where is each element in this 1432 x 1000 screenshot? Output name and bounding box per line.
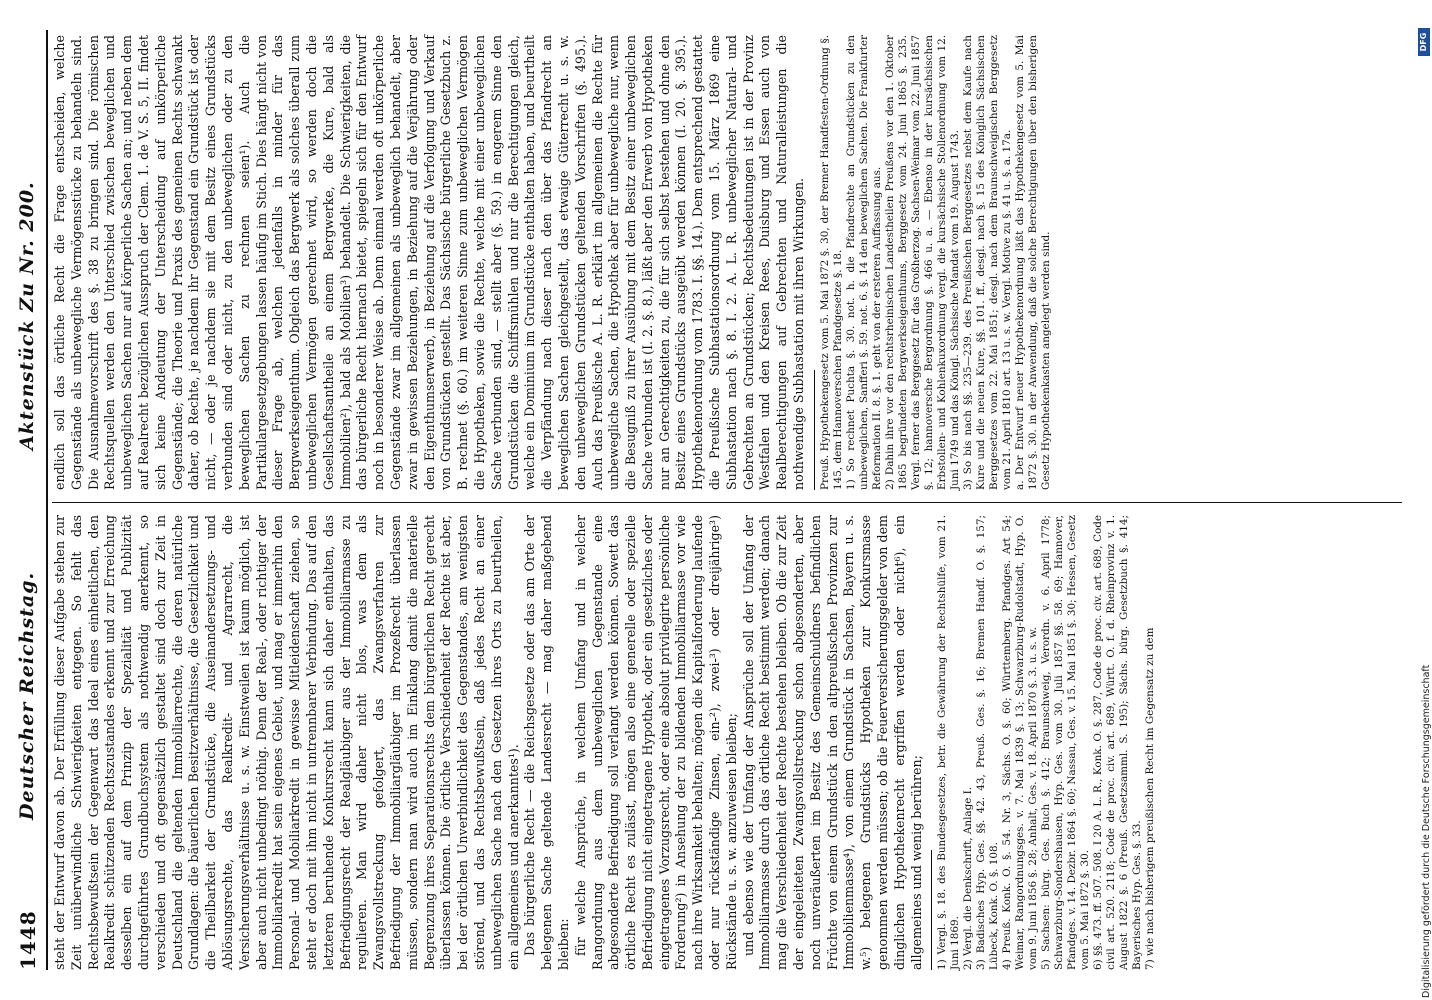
footnote-rule — [931, 850, 932, 970]
footnote: 5) Sachsen: bürg. Ges. Buch §. 412; Braunschweig, Verordn. v. 6. April 1778; Schwarzburg-Sondershausen, Hyp. Ges. vom 30. Juli 1857 §§. 58. 69; Hannover, Pfandges. v. 14. Dezbr. 1864 §. 60; Nassau, Ges. v. 15. Mai 1851 §. 30; Hessen, Gesetz vom 5. Mai 1872 §. 30. — [1040, 515, 1092, 970]
paragraph: für welche Ansprüche, in welchem Umfang und in welcher Rangordnung aus dem unbeweglichen Gegenstande eine abgesonderte Befriedigung soll verlangt werden können. Sowett das örtliche Recht es zulässt, mögen also eine generelle oder spezielle Befriedigung nicht eingetragene Hypothek, oder ein gesetzliches oder eingetragenes Vorzugsrecht, oder eine absolut privilegirte persönliche Forderung²) in Ansehung der zu bildenden Immobiliarmasse vor wie nach ihre Wirksamkeit behalten; mögen die Kapitalforderung laufende oder nur rückständige Zinsen, ein-²), zwei-³) oder dreijährige³) Rückstände u. s. w. anzuweisen bleiben; — [572, 515, 739, 970]
paragraph: steht der Entwurf davon ab. Der Erfüllung dieser Aufgabe stehen zur Zeit unüberwindliche Schwierigkeiten entgegen. So fehlt das Rechtsbewußtsein der Gegenwart das Ideal eines einheitlichen, den Realkredit schützenden Rechtszustandes erkennt und zur Erreichung desselben ein auf dem Prinzip der Spezialität und Publizität durchgeführtes Grundbuchsystem als nothwendig anerkennt, so verschieden und oft gegensätzlich gestaltet sind doch zur Zeit in Deutschland die geltenden Immobiliarrechte, die deren natürliche Grundlagen: die bäuerlichen Besitzverhältnisse, die Gesetzlichkeit und die Theilbarkeit der Grundstücke, die Auseinandersetzungs- und Ablösungsrechte, das Realkredit- und Agrarrecht, die Versicherungsverhältnisse u. s. w. Einstweilen ist kaum möglich, ist aber auch nicht unbedingt nöthig. Denn der Real-, oder richtiger der Immobiliarkredit hat sein eigenes Gebiet, und mag er immerhin den Personal- und Mobiliarkredit in gewisse Mitleidenschaft ziehen, so steht er doch mit ihm nicht in untrennbarer Verbindung. Das auf den letzteren beruhende Konkursrecht kann sich daher enthalten, das Befriedigungsrecht der Realgläubiger aus der Immobiliarmasse zu regulieren. Man wird daher nicht blos, was dem als Zwangsvollstreckung gefolgert, das Zwangsverfahren zur Befriedigung der Immobiliargläubiger im Prozeßrecht überlassen müssen, sondern man wird auch im Einklang damit die materielle Begrenzung ihres Separationsrechts dem bürgerlichen Recht gerecht überlassen können. Die örtliche Verschiedenheit der Rechte ist aber, bei der örtlichen Unverbindlichkeit des Gegenstandes, am wenigsten störend, und das Rechtsbewußtsein, daß jedes Recht an einer unbeweglichen Sache nach den Gesetzen ihres Orts zu beurtheilen, ein allgemeines und anerkanntes¹). — [52, 515, 521, 970]
footnote: 3) Badisches Hyp. Ges. §§. 42. 43, Preuß. Ges. §. 16; Bremen Handf. O. §. 157; Lübeck, Konk. O. §. 108. — [975, 515, 1001, 970]
anlage-title: Aktenstück Zu Nr. 200. — [16, 181, 38, 450]
paragraph: Das bürgerliche Recht — die Reichsgesetze oder das am Orte der belegenen Sache geltende Landesrecht — mag daher maßgebend bleiben: — [522, 515, 571, 970]
right-column — [52, 35, 1053, 490]
digitization-credit — [1421, 665, 1432, 998]
column-divider — [52, 502, 1402, 503]
running-head: Deutscher Reichstag. — [16, 571, 38, 820]
page-number: 1448 — [16, 910, 40, 970]
footnote: 4) Preuß. Konk. O. §. 54. Nr. 3, Sächs. O. §. 60; Württemberg. Pfandges. Art 54; Weimar, Rangordnungsges. v. 7. Mai 1839 §. 13; Schwarzburg-Rudolstadt, Hyp. O. vom 9. Juni 1856 §. 28; Anhalt, Ges. v. 18. April 1870 §. 3. u. s. w. — [1001, 515, 1040, 970]
footnote: Preuß. Hypothekengesetz vom 5. Mai 1872 §. 30, der Bremer Handfesten-Ordnung §. 145, dem Hannoverschen Pfandgesetze §. 18. — [818, 35, 844, 490]
footnote: 2) Vergl. die Denkschrift, Anlage I. — [962, 786, 975, 970]
dfg-logo-text: DFG — [1419, 32, 1428, 52]
page-header — [16, 30, 44, 970]
dfg-logo — [1418, 28, 1430, 56]
paragraph: und ebenso wie der Umfang der Ansprüche soll der Umfang der Immobiliarmasse durch das örtliche Recht bestimmt werden; danach mag die Verschiedenheit der Rechte bestehen bleiben. Ob die zur Zeit der eingeleiteten Zwangsvollstreckung schon abgesonderten, aber noch unveräußerten im Besitz des Gemeinschuldners befindlichen Früchte von einem Grundstück in den altpreußischen Provinzen zur Immobilienmasse⁴), von einem Grundstück in Sachsen, Bayern u. s. w.⁵) belegenen Grundstücks Hypotheken zur Konkursmasse genommen werden müssen; ob die Feuerversicherungsgelder von dem dinglichen Hypothekenrecht ergriffen werden oder nicht⁶), ein allgemeines und wenig berühren; — [740, 515, 924, 970]
paragraph: endlich soll das örtliche Recht die Frage entscheiden, welche Gegenstände als unbewegliche Vermögensstücke zu behandeln sind. Die Ausnahmevorschrift des §. 38 zu bringen sind. Die römischen Rechtsquellen werden den Unterschied zwischen beweglichen und unbeweglichen Sachen nur auf körperliche Sachen an; und neben dem auf Realrecht bezüglichen Ausspruch der Clem. 1. de V. S. 5, II. findet sich keine Andeutung der Unterscheidung auf unkörperliche Gegenstände; die Theorie und Praxis des gemeinen Rechts schwankt daher, ob Rechte, je nachdem ihr Gegenstand ein Grundstück ist oder nicht, — oder je nachdem sie mit dem Besitz eines Grundstücks verbunden sind oder nicht, zu den unbeweglichen oder zu den beweglichen Sachen zu rechnen seien¹). Auch die Partikulargesetzgebungen lassen häufig im Stich. Dies hängt nicht von dieser Frage ab, welchen jedenfalls in minder für das Bergwerkseigenthum. Obgleich das Bergwerk als solches überall zum unbeweglichen Vermögen gerechnet wird, so werden doch die Gesellschaftsantheile an einem Bergwerke, die Kure, bald als Immobilien²), bald als Mobilien³) behandelt. Die Schwierigkeiten, die das bürgerliche Recht hiernach bietet, spiegeln sich für den Entwurf noch in besonderer Weise ab. Denn einmal werden oft unkörperliche Gegenstände zwar im allgemeinen als unbeweglich behandelt, aber zwar in gewissen Beziehungen, in Beziehung auf die Verjährung oder den Eigenthumserwerb, in Beziehung auf die Verfolgung und Verkauf von Grundstücken gestellt. Das Sächsische bürgerliche Gesetzbuch z. B. rechnet (§. 60.) im weiteren Sinne zum unbeweglichen Vermögen die Hypotheken, sowie die Rechte, welche mit einer unbeweglichen Sache verbunden sind, — stellt aber (§. 59.) in engerem Sinne den Grundstücken die Schiffsmühlen und nur die Berechtigungen gleich, welche ein Dominium im Grundstücke enthalten haben, und beurtheilt die Verpfändung nach dieser nach den über das Pfandrecht an beweglichen Sachen gleichgestellt, das etwaige Güterrecht u. s. w. den unbeweglichen Grundstücken geltenden Vorschriften (§. 495.). Auch das Preußische A. L. R. erklärt im allgemeinen die Rechte für unbewegliche Sachen, die Hypothek aber für unbewegliche nur, wenn die Besugniß zu ihrer Ausübung mit dem Besitz einer unbeweglichen Sache verbunden ist (I. 2. §. 8.), läßt aber den Erwerb von Hypotheken nur an Gerechtigkeiten zu, die für sich selbst bestehen und ohne den Besitz eines Grundstücks ausgeübt werden können (I. 20. §. 395.). Hypothekenordnung vom 1783. I. §§. 14.). Dem entsprechend gestattet die Preußische Subhastationsordnung vom 15. März 1869 eine Subhastation nach §. 8. I. 2. A. L. R. unbeweglicher Natural- und Gebrechten an Grundstücken; Rechtsbedeutungen ist in der Provinz Westfalen und den Kreisen Rees, Duisburg und Essen auch von Realberechtigungen auf Gebrechten und Naturalleistungen die nothwendige Subhastation mit ihren Wirkungen. — [52, 35, 807, 490]
footnote-rule — [814, 370, 815, 490]
footnote: 1) So rechnet Puchta §. 30. not. h. die Pfandrechte an Grundstücken zu den unbeweglichen, Sanfferi §. 59. not. 6. §. 14 den beweglichen Sachen. Die Frankfurter Reformation II. 8. §. 1. geht von der ersteren Auffassung aus. — [844, 35, 883, 490]
footnote: 2) Dahin ihre vor den rechtsrheinischen Landestheilen Preußens vor den 1. Oktober 1865 begründeten Bergwerkseigenthums, Berggesetz vom 24. Juni 1865 §. 235. Vergl. ferner das Berggesetz für das Großherzog. Sachsen-Weimar vom 22. Juni 1857 §. 12; hannoversche Bergordnung §. 466 u. a. — Ebenso in der kursächsischen Erbstollen- und Kohlenkuxordnung vergl. die kursächsische Stollenordnung vom 12. Juni 1749 und das Königl. Sächsische Mandat vom 19. August 1743. — [883, 35, 961, 490]
footnote: a. Der Entwurf neuer Hypothekenordnung läßt das Hypothekengesetz vom 5. Mai 1872 §. 30. in der Anwendung, daß die solche Berechtigungen über den bisherigen Gesetz Hypothekenkasten angelegt werden sind. — [1013, 35, 1052, 490]
footnote: 3) So bis nach §§. 235—239. des Preußischen Berggesetzes nebst dem Kaufe nach Kure und die neuen Kure, §§. 101. ff., desgl. nach §. 15 des Königlich Sächsischen Berggesetzes vom 22. Mai 1851; desgl. nach dem Braunschweigischen Berggesetz vom 21. April 1810 art. 13 u. s. w. Vergl. Motive zu §. 41 u. §. a. 17a. — [961, 35, 1013, 490]
credit-text: Digitalisierung gefördert durch die Deutsche Forschungsgemeinschaft — [1421, 664, 1432, 998]
footnote: 1) Vergl. §. 18. des Bundesgesetzes, betr. die Gewährung der Rechtshülfe, vom 21. Juni 1869. — [936, 515, 962, 970]
header-rule — [46, 30, 48, 970]
footnote: 6) §§. 473. ff. 507. 508. I 20 A. L. R., Konk. O. §. 287, Code de proc. civ. art. 689, Code civil art. 520. 2118; Code de proc. civ. art. 689, Württ. O. f. d. Rheinprovinz v. 1. August 1822 §. 6 (Preuß. Gesetzsamml. S. 195); Sächs. bürg. Gesetzbuch §. 414; Bayerisches Hyp. Ges. §. 33. — [1092, 515, 1144, 970]
footnote: 7) wie nach bisherigem preußischen Recht im Gegensatz zu dem — [1144, 627, 1157, 970]
left-column — [52, 515, 1157, 970]
